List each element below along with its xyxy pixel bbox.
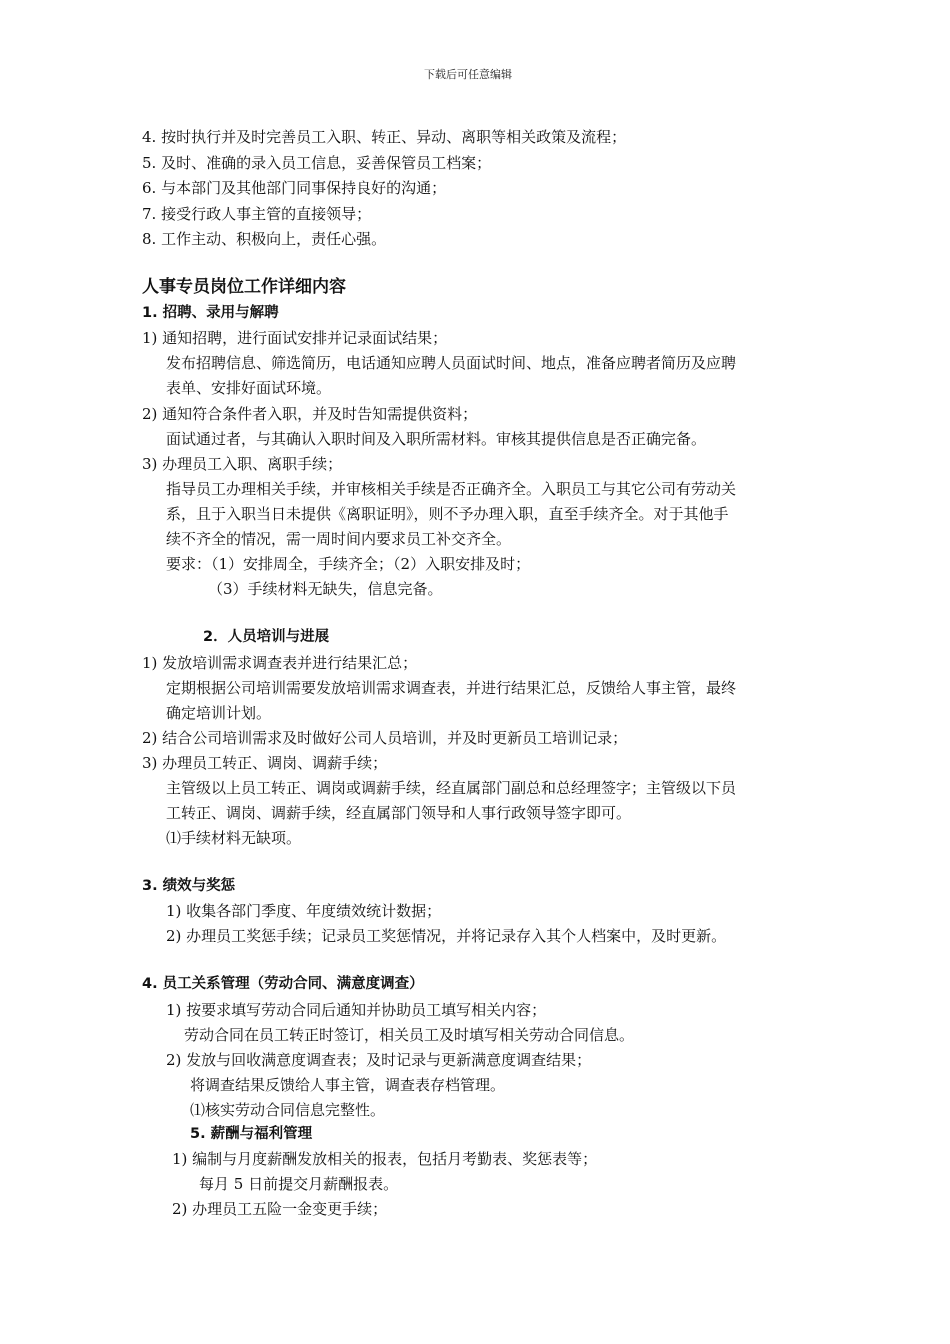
section-3-line: 2) 办理员工奖惩手续；记录员工奖惩情况，并将记录存入其个人档案中，及时更新。 bbox=[166, 927, 727, 945]
list-item: 6. 与本部门及其他部门同事保持良好的沟通； bbox=[142, 179, 447, 197]
section-4-line: ⑴核实劳动合同信息完整性。 bbox=[190, 1101, 386, 1119]
section-2-line: 主管级以上员工转正、调岗或调薪手续，经直属部门副总和总经理签字；主管级以下员 bbox=[166, 779, 737, 797]
section-2-line: 3) 办理员工转正、调岗、调薪手续； bbox=[142, 754, 388, 772]
section-5-line: 1) 编制与月度薪酬发放相关的报表，包括月考勤表、奖惩表等； bbox=[172, 1150, 598, 1168]
list-item: 4. 按时执行并及时完善员工入职、转正、异动、离职等相关政策及流程； bbox=[142, 128, 627, 146]
section-2-line: 工转正、调岗、调薪手续，经直属部门领导和人事行政领导签字即可。 bbox=[166, 804, 632, 822]
section-2-line: ⑴手续材料无缺项。 bbox=[166, 829, 302, 847]
section-1-line: 要求：（1）安排周全，手续齐全；（2）入职安排及时； bbox=[166, 555, 531, 573]
section-3-title: 3. 绩效与奖惩 bbox=[142, 878, 236, 894]
section-2-line: 定期根据公司培训需要发放培训需求调查表，并进行结果汇总，反馈给人事主管，最终 bbox=[166, 679, 737, 697]
section-1-title: 1. 招聘、录用与解聘 bbox=[142, 305, 279, 321]
section-4-line: 2) 发放与回收满意度调查表；及时记录与更新满意度调查结果； bbox=[166, 1051, 592, 1069]
section-1-line: 续不齐全的情况，需一周时间内要求员工补交齐全。 bbox=[166, 530, 512, 548]
section-1-line: 面试通过者，与其确认入职时间及入职所需材料。审核其提供信息是否正确完备。 bbox=[166, 430, 707, 448]
section-1-line: 指导员工办理相关手续，并审核相关手续是否正确齐全。入职员工与其它公司有劳动关 bbox=[166, 480, 737, 498]
section-1-line: 2) 通知符合条件者入职，并及时告知需提供资料； bbox=[142, 405, 478, 423]
section-2-line: 2) 结合公司培训需求及时做好公司人员培训，并及时更新员工培训记录； bbox=[142, 729, 628, 747]
section-1-line: （3）手续材料无缺失，信息完备。 bbox=[208, 580, 443, 598]
section-4-line: 将调查结果反馈给人事主管，调查表存档管理。 bbox=[190, 1076, 506, 1094]
section-4-title: 4. 员工关系管理（劳动合同、满意度调查） bbox=[142, 976, 424, 992]
section-1-line: 1) 通知招聘，进行面试安排并记录面试结果； bbox=[142, 329, 448, 347]
section-5-line: 每月 5 日前提交月薪酬报表。 bbox=[199, 1175, 399, 1193]
list-item: 7. 接受行政人事主管的直接领导； bbox=[142, 205, 372, 223]
section-1-line: 3) 办理员工入职、离职手续； bbox=[142, 455, 343, 473]
section-2-line: 确定培训计划。 bbox=[166, 704, 272, 722]
section-2-line: 1) 发放培训需求调查表并进行结果汇总； bbox=[142, 654, 418, 672]
list-item: 8. 工作主动、积极向上，责任心强。 bbox=[142, 230, 387, 248]
list-item: 5. 及时、准确的录入员工信息，妥善保管员工档案； bbox=[142, 154, 492, 172]
page-header: 下载后可任意编辑 bbox=[424, 68, 512, 81]
section-1-line: 表单、安排好面试环境。 bbox=[166, 379, 332, 397]
section-3-line: 1) 收集各部门季度、年度绩效统计数据； bbox=[166, 902, 442, 920]
main-title: 人事专员岗位工作详细内容 bbox=[142, 277, 346, 297]
section-4-line: 1) 按要求填写劳动合同后通知并协助员工填写相关内容； bbox=[166, 1001, 547, 1019]
section-5-line: 2) 办理员工五险一金变更手续； bbox=[172, 1200, 388, 1218]
section-2-title: 2．人员培训与进展 bbox=[203, 629, 330, 645]
section-4-line: 劳动合同在员工转正时签订，相关员工及时填写相关劳动合同信息。 bbox=[184, 1026, 635, 1044]
section-5-title: 5. 薪酬与福利管理 bbox=[190, 1126, 313, 1142]
section-1-line: 系，且于入职当日未提供《离职证明》，则不予办理入职，直至手续齐全。对于其他手 bbox=[166, 505, 729, 523]
section-1-line: 发布招聘信息、筛选简历，电话通知应聘人员面试时间、地点，准备应聘者简历及应聘 bbox=[166, 354, 737, 372]
